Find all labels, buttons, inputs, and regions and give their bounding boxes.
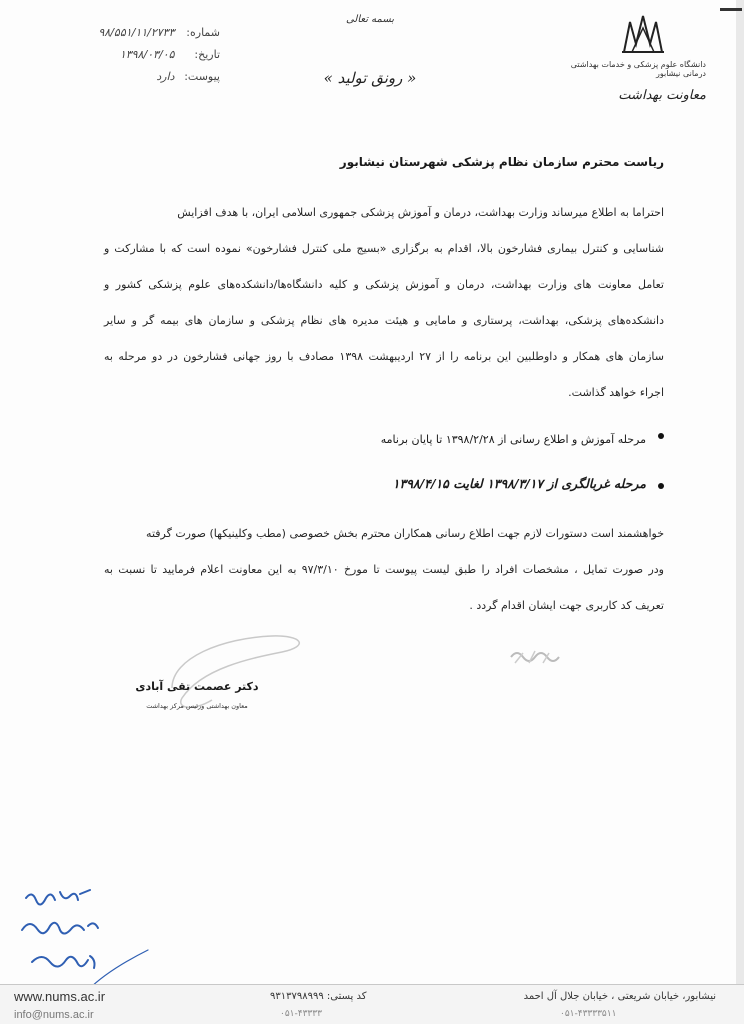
paragraph-1-line: تعامل معاونت های وزارت بهداشت، درمان و آموزش پزشکی و کلیه دانشگاه‌ها/دانشکده‌های علوم پزشکی کشور و — [104, 278, 664, 291]
letter-date-row — [70, 44, 220, 66]
attachment-value: دارد — [156, 70, 175, 83]
list-item-text: مرحله آموزش و اطلاع رسانی از ۱۳۹۸/۲/۲۸ تا پایان برنامه — [380, 433, 646, 446]
email-link[interactable]: info@nums.ac.ir — [14, 1009, 94, 1021]
scan-edge-mark — [720, 8, 742, 11]
letter-footer — [0, 984, 744, 1024]
paragraph-1-line: دانشکده‌های پزشکی، بهداشت، پرستاری و مامایی و هیئت مدیره های نظام پزشکی و سازمان های بیمه گر و سایر — [104, 314, 664, 327]
paragraph-1-line: احتراما به اطلاع میرساند وزارت بهداشت، درمان و آموزش پزشکی جمهوری اسلامی ایران، با هدف افزایش — [177, 206, 664, 219]
handwritten-note-icon — [18, 886, 158, 996]
signatory-name: دکتر عصمت تقی آبادی — [135, 680, 259, 693]
address: نیشابور، خیابان شریعتی ، خیابان جلال آل احمد — [523, 991, 716, 1002]
paragraph-1-line: شناسایی و کنترل بیماری فشارخون بالا، اقدام به برگزاری «بسیج ملی کنترل فشارخون» نموده است که با مشارکت و — [104, 242, 664, 255]
list-item-text: مرحله غربالگری از ۱۳۹۸/۳/۱۷ لغایت ۱۳۹۸/۴/۱۵ — [392, 476, 646, 491]
besm-text: بسمه تعالی — [345, 14, 395, 25]
letter-meta — [70, 22, 220, 88]
slogan: « رونق تولید » — [323, 69, 417, 87]
bullet-icon — [658, 433, 664, 439]
phone-number: ۰۵۱-۴۳۳۳۳ — [280, 1009, 322, 1019]
university-logo-icon — [620, 14, 666, 54]
issuer-block — [556, 14, 706, 103]
official-stamp-icon — [505, 645, 565, 667]
scan-edge — [736, 0, 744, 1024]
website-link[interactable]: www.nums.ac.ir — [14, 989, 106, 1004]
university-name: دانشگاه علوم پزشکی و خدمات بهداشتی درمانی نیشابور — [570, 60, 706, 78]
phase-list — [381, 428, 646, 491]
postal-code: کد پستی: ۹۳۱۳۷۹۸۹۹۹ — [270, 991, 367, 1002]
letter-attachment-row — [70, 66, 220, 88]
header-center — [300, 14, 440, 87]
addressee: ریاست محترم سازمان نظام پزشکی شهرستان نیشابور — [339, 155, 664, 169]
letter-number-row — [70, 22, 220, 44]
bullet-icon — [658, 483, 664, 489]
attachment-label: پیوست: — [184, 70, 220, 83]
signatory-title: معاون بهداشتی ورئیس مرکز بهداشت — [146, 702, 248, 710]
list-item — [381, 428, 646, 452]
paragraph-1-line: سازمان های همکار و داوطلبین این برنامه را از ۲۷ اردیبهشت ۱۳۹۸ مصادف با روز جهانی فشارخون در دو مرحله به — [104, 350, 664, 363]
date-value: ۱۳۹۸/۰۳/۰۵ — [119, 48, 175, 61]
phone-number-2: ۰۵۱-۴۳۳۳۳۵۱۱ — [560, 1009, 617, 1019]
paragraph-2-line: تعریف کد کاربری جهت ایشان اقدام گردد . — [469, 599, 664, 612]
number-value: ۹۸/۵۵۱/۱۱/۲۷۳۳ — [98, 26, 175, 39]
paragraph-2-line: خواهشمند است دستورات لازم جهت اطلاع رسانی همکاران محترم بخش خصوصی (مطب وکلینیکها) صورت گرفته — [146, 527, 664, 540]
date-label: تاریخ: — [194, 48, 220, 61]
list-item — [381, 476, 646, 491]
vice-chancellery: معاونت بهداشت — [618, 88, 706, 103]
paragraph-1 — [104, 195, 664, 411]
paragraph-1-line: اجراء خواهد گذاشت. — [568, 386, 664, 399]
paragraph-2-line: ودر صورت تمایل ، مشخصات افراد را طبق لیست پیوست تا مورخ ۹۷/۳/۱۰ به این معاونت اعلام فرمایید تا نسبت به — [104, 563, 664, 576]
paragraph-2 — [104, 516, 664, 624]
number-label: شماره: — [186, 26, 220, 39]
